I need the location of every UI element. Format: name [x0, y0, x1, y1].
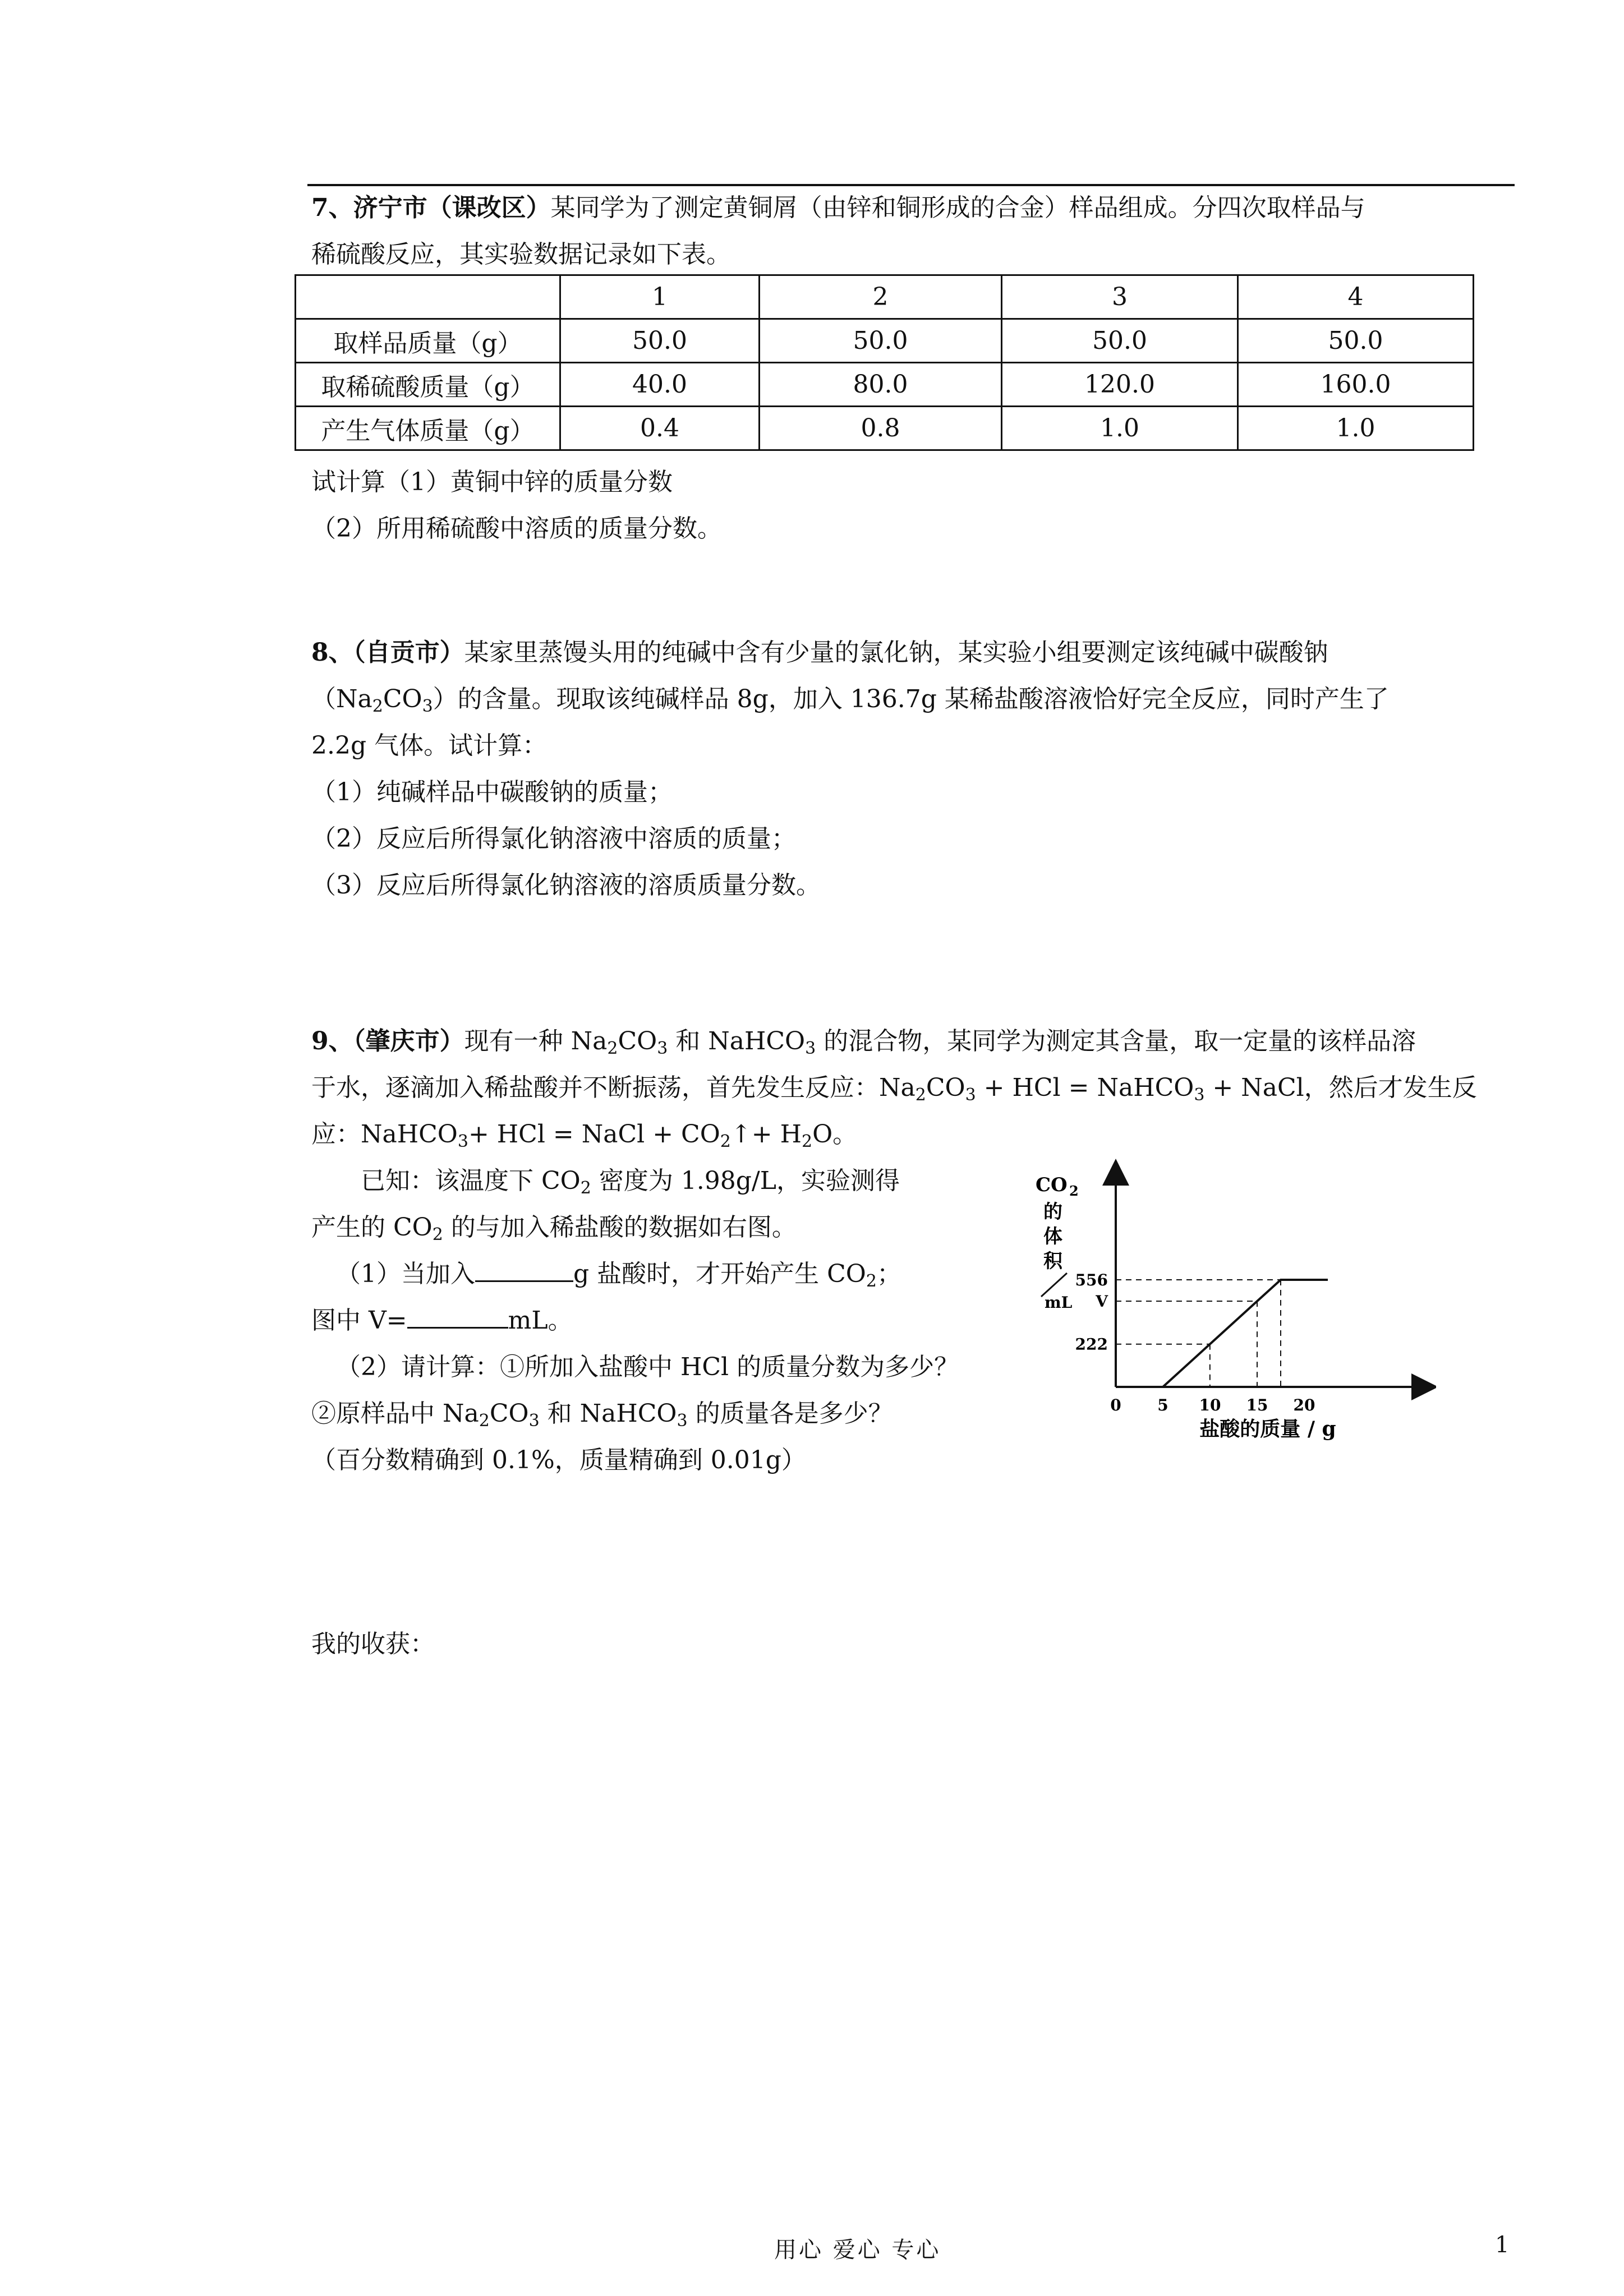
q9-text-5: 产生的 $CO_2$ 的与加入稀盐酸的数据如右图。: [311, 1213, 797, 1244]
table-cell: 50.0: [1238, 319, 1474, 363]
table-header-cell: [296, 275, 560, 319]
table-row: [296, 319, 1474, 363]
q8-ask-3: （3）反应后所得氯化钠溶液的溶质质量分数。: [311, 871, 821, 900]
co2-volume-chart: [1021, 1155, 1436, 1453]
q7-ask-2: （2）所用稀硫酸中溶质的质量分数。: [311, 514, 722, 543]
table-cell: 40.0: [560, 363, 760, 407]
table-header-cell: 1: [560, 275, 760, 319]
table-cell: 80.0: [760, 363, 1002, 407]
x-tick-label: 15: [1246, 1396, 1268, 1414]
page-number: 1: [1495, 2232, 1510, 2258]
q9-text-7: 图中 V= mL。: [311, 1306, 573, 1335]
x-tick-label: 20: [1293, 1396, 1315, 1414]
x-tick-label: 5: [1157, 1396, 1168, 1414]
q7-text-1: 某同学为了测定黄铜屑（由锌和铜形成的合金）样品组成。分四次取样品与: [550, 193, 1365, 222]
table-cell: 120.0: [1002, 363, 1238, 407]
question-7-asks: [311, 459, 1509, 552]
harvest-label: 我的收获：: [311, 1630, 435, 1658]
q9-text-4: 已知：该温度下 $CO_2$ 密度为 1.98g/L，实验测得: [361, 1167, 900, 1198]
q8-text-2: $(Na_2CO_3)$的含量。现取该纯碱样品 8g，加入 136.7g 某稀盐酸溶液恰好完全反应，同时产生了: [311, 685, 1389, 716]
table-cell: 50.0: [1002, 319, 1238, 363]
x-axis-label: 盐酸的质量 / g: [1199, 1417, 1336, 1441]
harvest-section: [311, 1621, 1509, 1667]
q8-ask-2: （2）反应后所得氯化钠溶液中溶质的质量；: [311, 824, 796, 853]
q9-source: 9、（肇庆市）: [311, 1027, 464, 1055]
table-cell: 1.0: [1002, 407, 1238, 450]
y-tick-label: 222: [1075, 1335, 1108, 1354]
table-row: [296, 363, 1474, 407]
question-7: [311, 185, 1509, 278]
y-tick-label: V: [1096, 1292, 1108, 1311]
table-header-cell: 4: [1238, 275, 1474, 319]
table-row-label: 取稀硫酸质量（g）: [296, 363, 560, 407]
table-cell: 0.4: [560, 407, 760, 450]
table-header-row: [296, 275, 1474, 319]
y-label-char: 体: [1043, 1225, 1062, 1248]
table-row-label: 取样品质量（g）: [296, 319, 560, 363]
q8-text-3: 2.2g 气体。试计算：: [311, 731, 548, 760]
table-cell: 50.0: [560, 319, 760, 363]
x-tick-label: 10: [1199, 1396, 1221, 1414]
q9-text-9: ②原样品中 $Na_2CO_3$ 和 NaHCO$_3$ 的质量各是多少？: [311, 1399, 893, 1431]
q8-source: 8、（自贡市）: [311, 638, 464, 667]
q9-text-1: 9、（肇庆市）现有一种 $Na_2CO_3$ 和 NaHCO$_3$ 的混合物，某同学为测定其含量，取一定量的该样品溶: [311, 1027, 1416, 1058]
table-cell: 1.0: [1238, 407, 1474, 450]
q7-ask-1: 试计算（1）黄铜中锌的质量分数: [311, 468, 673, 496]
q9-text-3: 应：NaHCO$_3$+ HCl = NaCl + $CO_2↑+ H_2O$。: [311, 1120, 858, 1151]
question-8: [311, 629, 1509, 909]
y-tick-label: 556: [1075, 1271, 1108, 1290]
answer-blank[interactable]: [407, 1327, 508, 1329]
y-label-sub: 2: [1069, 1183, 1079, 1199]
q8-ask-1: （1）纯碱样品中碳酸钠的质量；: [311, 778, 673, 806]
y-label-char: 积: [1043, 1250, 1062, 1273]
series-line: [1116, 1280, 1328, 1387]
table-cell: 50.0: [760, 319, 1002, 363]
data-table: [295, 274, 1474, 451]
table-cell: 0.8: [760, 407, 1002, 450]
table-header-cell: 3: [1002, 275, 1238, 319]
y-axis-label: [1036, 1174, 1079, 1312]
q8-text-1: 某家里蒸馒头用的纯碱中含有少量的氯化钠，某实验小组要测定该纯碱中碳酸钠: [464, 638, 1328, 667]
q9-text-8: （2）请计算：①所加入盐酸中 HCl 的质量分数为多少？: [336, 1353, 959, 1381]
y-label-unit: mL: [1045, 1293, 1073, 1312]
q9-text-10: （百分数精确到 0.1%，质量精确到 0.01g）: [311, 1446, 806, 1474]
q9-text-2: 于水，逐滴加入稀盐酸并不断振荡，首先发生反应：$Na_2CO_3$ + HCl = NaHCO$_3$ + NaCl，然后才发生反: [311, 1073, 1477, 1105]
answer-blank[interactable]: [475, 1280, 573, 1282]
y-label-char: 的: [1043, 1201, 1062, 1223]
table-row-label: 产生气体质量（g）: [296, 407, 560, 450]
footer-slogan: 用心 爱心 专心: [774, 2237, 941, 2263]
table-header-cell: 2: [760, 275, 1002, 319]
q7-source: 7、济宁市（课改区）: [311, 193, 551, 222]
q7-text-2: 稀硫酸反应，其实验数据记录如下表。: [311, 240, 731, 269]
table-row: [296, 407, 1474, 450]
table-cell: 160.0: [1238, 363, 1474, 407]
x-tick-label: 0: [1110, 1396, 1121, 1414]
q9-text-6: （1）当加入 g 盐酸时，才开始产生 $CO_2$；: [336, 1260, 901, 1291]
y-label-co: CO: [1036, 1174, 1068, 1196]
